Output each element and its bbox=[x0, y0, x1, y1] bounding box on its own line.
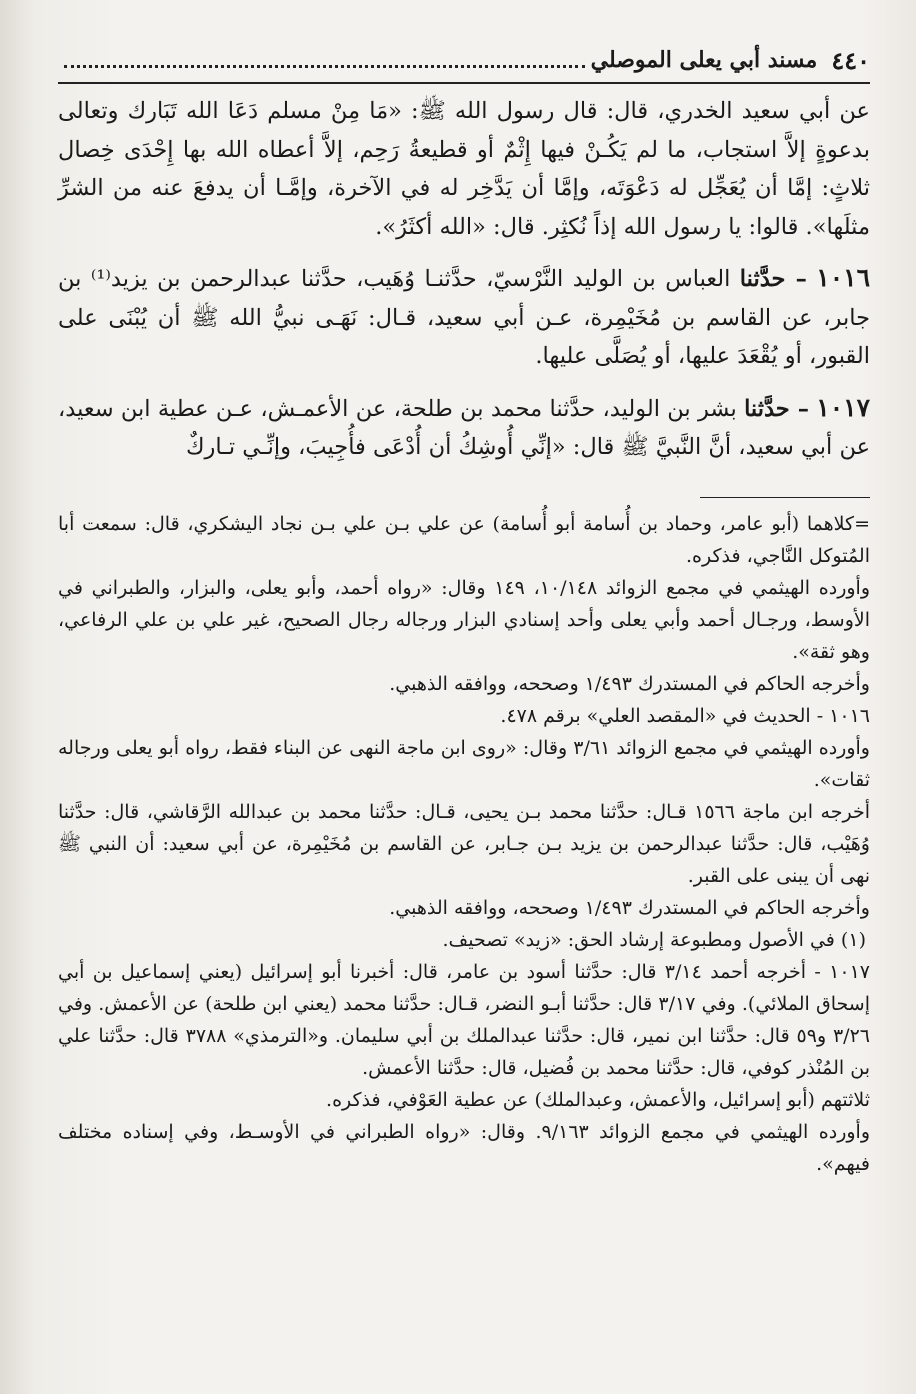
hadith-number: ١٠١٦ bbox=[816, 263, 871, 292]
hadith-lead: حدَّثنا bbox=[739, 266, 786, 292]
footnote-separator bbox=[700, 497, 870, 498]
hadith-lead: حدَّثنا bbox=[744, 395, 790, 422]
hadith-paragraph bbox=[58, 92, 870, 246]
footnote-line: وأخرجه الحاكم في المستدرك ١/٤٩٣ وصححه، ووافقه الذهبي. bbox=[389, 896, 870, 919]
footnote-line: وأورده الهيثمي في مجمع الزوائد ٣/٦١ وقال: «روى ابن ماجة النهى عن البناء فقط، رواه أبو يعلى ورجاله ثقات». bbox=[58, 736, 870, 791]
main-text bbox=[58, 92, 870, 467]
footnote-line: وأخرجه الحاكم في المستدرك ١/٤٩٣ وصححه، ووافقه الذهبي. bbox=[389, 672, 870, 695]
hadith-text: العباس بن الوليد النَّرْسيّ، حدَّثنـا وُهَيب، حدَّثنا عبدالرحمن بن يزيد⁽¹⁾ بن جابر، عن القاسم بن مُخَيْمِرة، عـن أبي سعيد، قـال: نَهَـى نبيُّ الله ﷺ أن يُبْنَى على القبور، أو يُقْعَدَ عليها، أو يُصَلَّى عليها. bbox=[58, 266, 870, 369]
hadith-paragraph: ١٠١٦ – حدَّثنا العباس بن الوليد النَّرْسيّ، حدَّثنـا وُهَيب، حدَّثنا عبدالرحمن بن يزيد⁽¹⁾ بن جابر، عن القاسم بن مُخَيْمِرة، عـن أبي سعيد، قـال: نَهَـى نبيُّ الله ﷺ أن يُبْنَى على القبور، أو يُقْعَدَ عليها، أو يُصَلَّى عليها. bbox=[58, 263, 871, 369]
hadith-paragraph: ١٠١٧ – حدَّثنا بشر بن الوليد، حدَّثنا محمد بن طلحة، عن الأعمـش، عـن عطية ابن سعيد، عن أبي سعيد، أنَّ النَّبيَّ ﷺ قال: «إنِّي أُوشِكُ أن أُدْعَى فأُجِيبَ، وإنِّـي تـاركٌ bbox=[58, 392, 870, 460]
footnotes bbox=[58, 508, 870, 1180]
hadith-number: ١٠١٧ bbox=[816, 392, 870, 422]
footnote-line: =كلاهما (أبو عامر، وحماد بن أُسامة أبو أُسامة) عن علي بـن علي بـن نجاد اليشكري، قال: سمعت أبا المُتوكل النَّاجي، فذكره. bbox=[58, 512, 870, 567]
page-header bbox=[58, 44, 870, 84]
header-dot-leader bbox=[64, 53, 585, 68]
footnote-line: أخرجه ابن ماجة ١٥٦٦ قـال: حدَّثنا محمد بـن يحيى، قـال: حدَّثنا محمد بن عبدالله الرَّقاشي، قال: حدَّثنا وُهَيْب، قال: حدَّثنا عبدالرحمن بن يزيد بـن جـابر، عن القاسم بن مُخَيْمِرة، عن أبي سعيد: أن النبي ﷺ نهى أن يبنى على القبر. bbox=[58, 800, 870, 887]
hadith-text: عن أبي سعيد الخدري، قال: قال رسول الله ﷺ: «مَا مِنْ مسلم دَعَا الله تَبَارك وتعالى بدعوةٍ إلاَّ استجاب، ما لم يَكُـنْ فيها إِثْمٌ أو قطيعةُ رَحِم، إلاَّ أعطاه الله بها إِحْدَى خِصال ثلاثٍ: إمَّا أن يُعَجِّل له دَعْوَتَه، وإمَّا أن يَدَّخِر له في الآخرة، وإمَّـا أن يدفعَ عنه من الشرِّ مثلَها». قالوا: يا رسول الله إذاً نُكثِر. قال: «الله أكثَرُ». bbox=[58, 98, 870, 240]
page-number: ٤٤٠ bbox=[831, 45, 870, 75]
running-title: مسند أبي يعلى الموصلي bbox=[590, 47, 818, 73]
footnote-line: ثلاثتهم (أبو إسرائيل، والأعمش، وعبدالملك) عن عطية العَوْفي، فذكره. bbox=[326, 1088, 870, 1111]
footnote-line: (١) في الأصول ومطبوعة إرشاد الحق: «زيد» تصحيف. bbox=[442, 928, 866, 951]
footnote-line: ١٠١٧ - أخرجه أحمد ٣/١٤ قال: حدَّثنا أسود بن عامر، قال: أخبرنا أبو إسرائيل (يعني إسماعيل بن أبي إسحاق الملائي). وفي ٣/١٧ قال: حدَّثنا أبـو النضر، قـال: حدَّثنا محمد (يعني ابن طلحة) عن الأعمش. وفي ٣/٢٦ و٥٩ قال: حدَّثنا ابن نمير، قال: حدَّثنا عبدالملك بن أبي سليمان. و«الترمذي» ٣٧٨٨ قال: حدَّثنا علي بن المُنْذر كوفي، قال: حدَّثنا محمد بن فُضيل، قال: حدَّثنا الأعمش. bbox=[58, 960, 870, 1079]
footnote-line: ١٠١٦ - الحديث في «المقصد العلي» برقم ٤٧٨. bbox=[500, 704, 870, 727]
hadith-text: بشر بن الوليد، حدَّثنا محمد بن طلحة، عن الأعمـش، عـن عطية ابن سعيد، عن أبي سعيد، أنَّ النَّبيَّ ﷺ قال: «إنِّي أُوشِكُ أن أُدْعَى فأُجِيبَ، وإنِّـي تـاركٌ bbox=[58, 395, 870, 460]
footnote-line: وأورده الهيثمي في مجمع الزوائد ٩/١٦٣. وقال: «رواه الطبراني في الأوسـط، وفي إسناده مختلف فيهم». bbox=[58, 1120, 870, 1175]
footnote-line: وأورده الهيثمي في مجمع الزوائد ١٠/١٤٨، ١٤٩ وقال: «رواه أحمد، وأبو يعلى، والبزار، والطبراني في الأوسط، ورجـال أحمد وأبي يعلى وأحد إسنادي البزار ورجاله رجال الصحيح، غير علي بن علي الرفاعي، وهو ثقة». bbox=[58, 576, 871, 663]
